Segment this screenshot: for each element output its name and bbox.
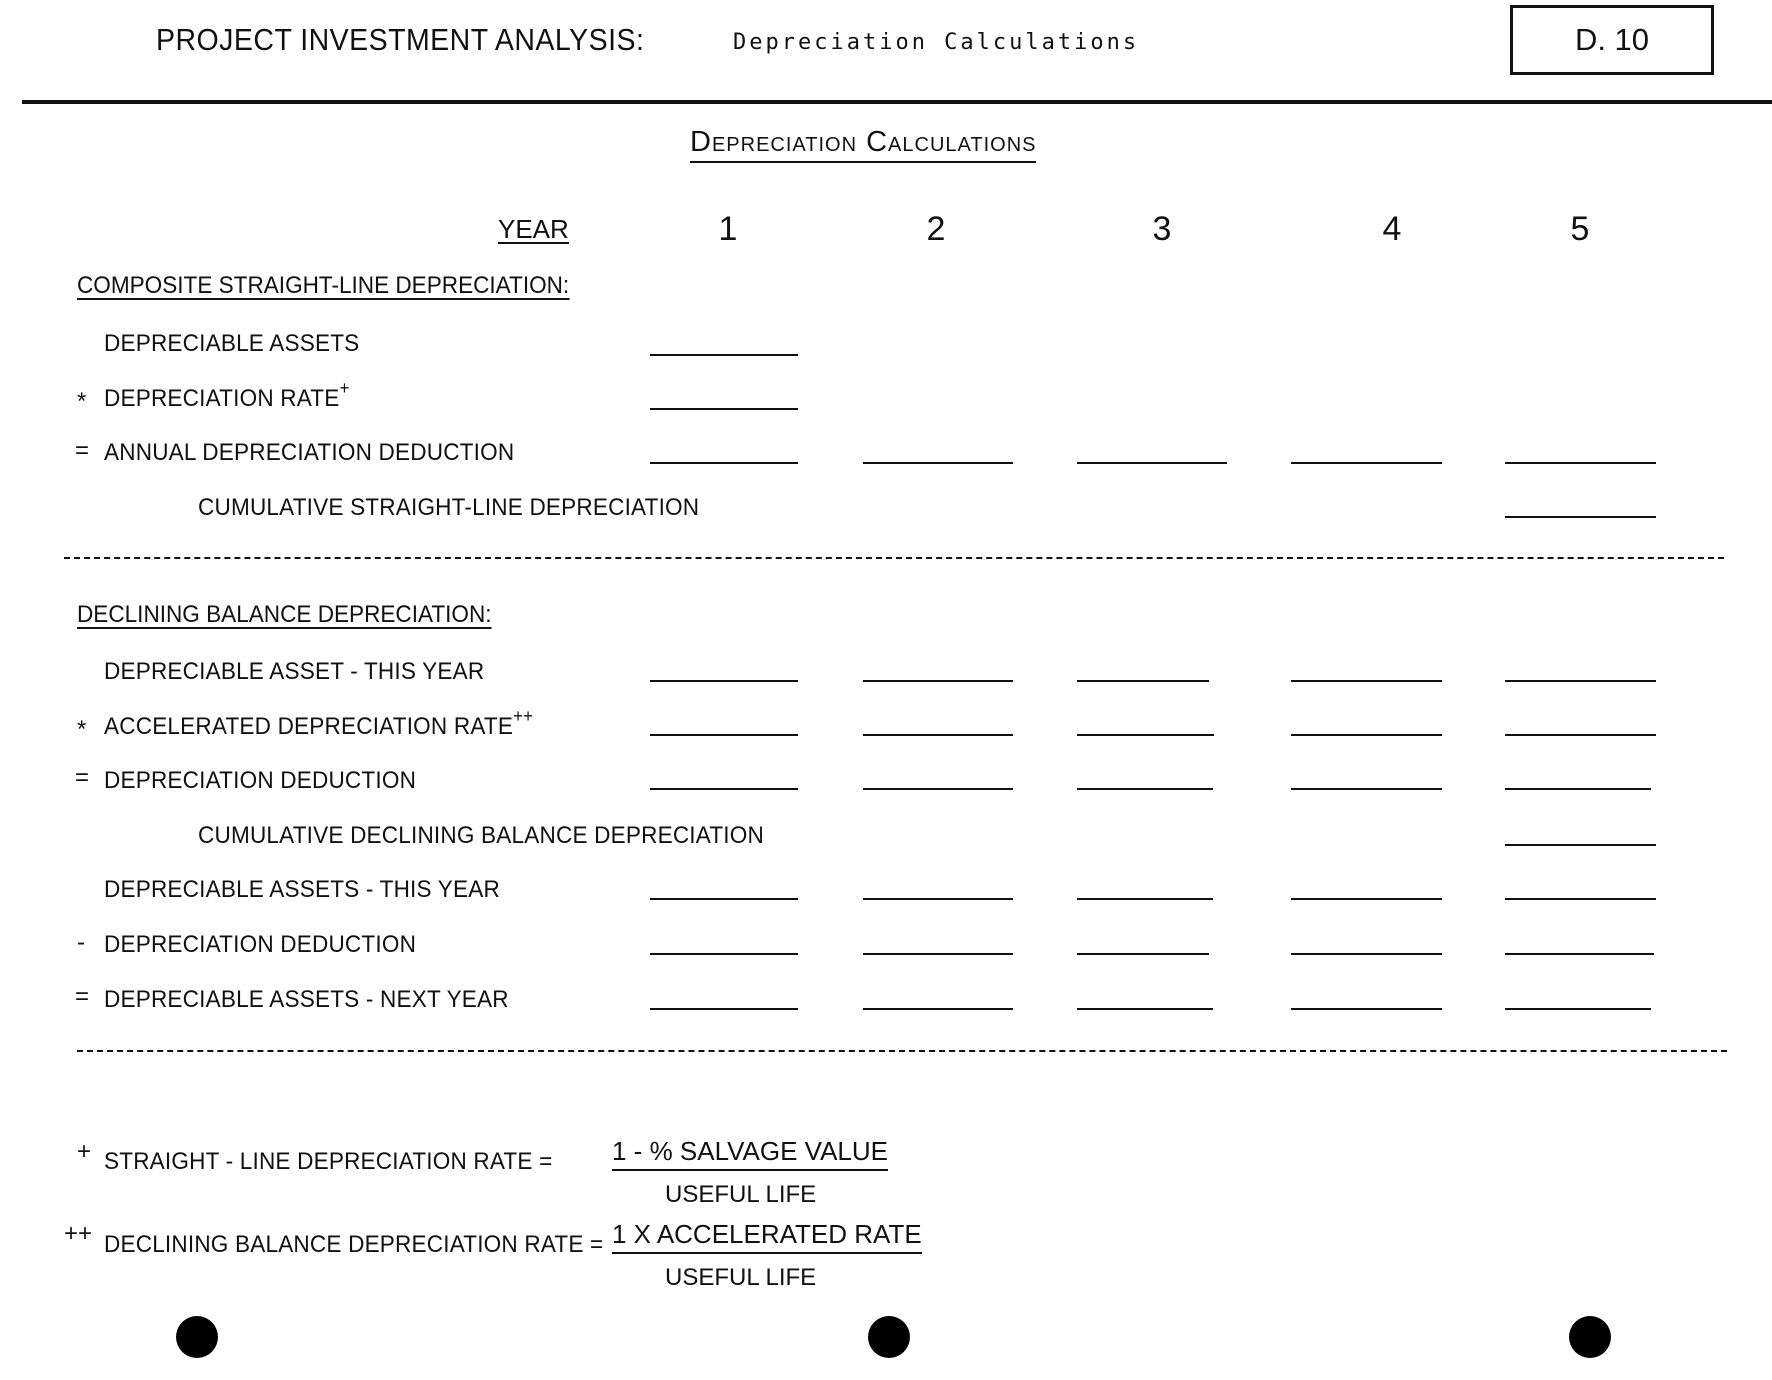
assets-this-year-y5-field[interactable] xyxy=(1505,898,1656,900)
footnote-plus-mark: + xyxy=(339,378,350,398)
year-4-header: 4 xyxy=(1382,210,1402,248)
depreciable-assets-label: DEPRECIABLE ASSETS xyxy=(104,330,360,357)
next-year-y2-field[interactable] xyxy=(863,1008,1013,1010)
db-formula-numerator: 1 X ACCELERATED RATE xyxy=(612,1219,922,1254)
cumulative-sl-label: CUMULATIVE STRAIGHT-LINE DEPRECIATION xyxy=(198,494,700,521)
accelerated-rate-y3-field[interactable] xyxy=(1077,734,1214,736)
next-year-y3-field[interactable] xyxy=(1077,1008,1213,1010)
assets-this-year-y3-field[interactable] xyxy=(1077,898,1213,900)
depreciation-rate-label: DEPRECIATION RATE xyxy=(104,385,340,412)
accelerated-rate-y2-field[interactable] xyxy=(863,734,1013,736)
cumulative-sl-y5-field[interactable] xyxy=(1505,516,1656,518)
year-3-header: 3 xyxy=(1152,210,1172,248)
annual-deduction-label: ANNUAL DEPRECIATION DEDUCTION xyxy=(104,439,515,466)
db-deduction-y3-field[interactable] xyxy=(1077,788,1213,790)
equals-symbol: = xyxy=(75,764,90,791)
punch-hole-icon xyxy=(868,1316,910,1358)
next-year-y4-field[interactable] xyxy=(1291,1008,1442,1010)
db-deduction-y1-field[interactable] xyxy=(650,788,798,790)
db-deduction-y5-field[interactable] xyxy=(1505,788,1651,790)
punch-hole-icon xyxy=(1569,1316,1611,1358)
db-deduction-label: DEPRECIATION DEDUCTION xyxy=(104,767,417,794)
annual-deduction-y4-field[interactable] xyxy=(1291,462,1442,464)
section-divider xyxy=(77,1050,1727,1052)
accelerated-rate-label: ACCELERATED DEPRECIATION RATE xyxy=(104,713,514,740)
db-deduction-y2-field[interactable] xyxy=(863,788,1013,790)
annual-deduction-y1-field[interactable] xyxy=(650,462,798,464)
multiply-symbol: * xyxy=(77,388,87,415)
asset-this-year-y4-field[interactable] xyxy=(1291,680,1442,682)
year-label: YEAR xyxy=(498,214,569,244)
asset-this-year-label: DEPRECIABLE ASSET - THIS YEAR xyxy=(104,658,485,685)
annual-deduction-y2-field[interactable] xyxy=(863,462,1013,464)
footnote-double-plus-mark: ++ xyxy=(64,1220,93,1247)
equals-symbol: = xyxy=(75,983,90,1010)
multiply-symbol: * xyxy=(77,716,87,743)
equals-symbol: = xyxy=(75,437,90,464)
annual-deduction-y5-field[interactable] xyxy=(1505,462,1656,464)
accelerated-rate-y1-field[interactable] xyxy=(650,734,798,736)
form-title: PROJECT INVESTMENT ANALYSIS: xyxy=(156,22,645,57)
asset-this-year-y1-field[interactable] xyxy=(650,680,798,682)
footnote-plus-mark: + xyxy=(77,1138,92,1165)
next-year-y5-field[interactable] xyxy=(1505,1008,1651,1010)
accelerated-rate-row xyxy=(104,706,534,741)
sl-formula-label: STRAIGHT - LINE DEPRECIATION RATE = xyxy=(104,1148,553,1175)
minus-deduction-y4-field[interactable] xyxy=(1291,953,1442,955)
asset-this-year-y5-field[interactable] xyxy=(1505,680,1656,682)
header-rule xyxy=(22,100,1772,104)
minus-deduction-y1-field[interactable] xyxy=(650,953,798,955)
page-code-box: D. 10 xyxy=(1510,5,1714,75)
db-formula-denominator: USEFUL LIFE xyxy=(665,1264,817,1291)
annual-deduction-y3-field[interactable] xyxy=(1077,462,1227,464)
db-deduction-y4-field[interactable] xyxy=(1291,788,1442,790)
form-subtitle: Depreciation Calculations xyxy=(733,30,1140,55)
sl-formula-denominator: USEFUL LIFE xyxy=(665,1181,817,1208)
next-year-y1-field[interactable] xyxy=(650,1008,798,1010)
asset-this-year-y2-field[interactable] xyxy=(863,680,1013,682)
asset-this-year-y3-field[interactable] xyxy=(1077,680,1209,682)
declining-heading: DECLINING BALANCE DEPRECIATION: xyxy=(77,601,492,628)
accelerated-rate-y5-field[interactable] xyxy=(1505,734,1656,736)
accelerated-rate-y4-field[interactable] xyxy=(1291,734,1442,736)
year-1-header: 1 xyxy=(718,210,738,248)
minus-deduction-y5-field[interactable] xyxy=(1505,953,1654,955)
assets-this-year-y1-field[interactable] xyxy=(650,898,798,900)
minus-deduction-label: DEPRECIATION DEDUCTION xyxy=(104,931,417,958)
depreciable-assets-y1-field[interactable] xyxy=(650,354,798,356)
minus-deduction-y3-field[interactable] xyxy=(1077,953,1209,955)
footnote-double-plus-mark: ++ xyxy=(513,706,534,726)
depreciation-rate-row xyxy=(104,378,350,413)
sl-formula-numerator: 1 - % SALVAGE VALUE xyxy=(612,1136,888,1171)
punch-hole-icon xyxy=(176,1316,218,1358)
year-5-header: 5 xyxy=(1570,210,1590,248)
depreciation-rate-y1-field[interactable] xyxy=(650,408,798,410)
cumulative-db-label: CUMULATIVE DECLINING BALANCE DEPRECIATION xyxy=(198,822,764,849)
next-year-label: DEPRECIABLE ASSETS - NEXT YEAR xyxy=(104,986,509,1013)
document-title: Depreciation Calculations xyxy=(690,126,1036,163)
minus-symbol: - xyxy=(77,929,85,956)
assets-this-year-label: DEPRECIABLE ASSETS - THIS YEAR xyxy=(104,876,500,903)
assets-this-year-y4-field[interactable] xyxy=(1291,898,1442,900)
section-divider xyxy=(64,557,1724,559)
minus-deduction-y2-field[interactable] xyxy=(863,953,1013,955)
db-formula-label: DECLINING BALANCE DEPRECIATION RATE = xyxy=(104,1231,604,1258)
composite-heading: COMPOSITE STRAIGHT-LINE DEPRECIATION: xyxy=(77,272,570,299)
assets-this-year-y2-field[interactable] xyxy=(863,898,1013,900)
cumulative-db-y5-field[interactable] xyxy=(1505,844,1656,846)
year-2-header: 2 xyxy=(926,210,946,248)
